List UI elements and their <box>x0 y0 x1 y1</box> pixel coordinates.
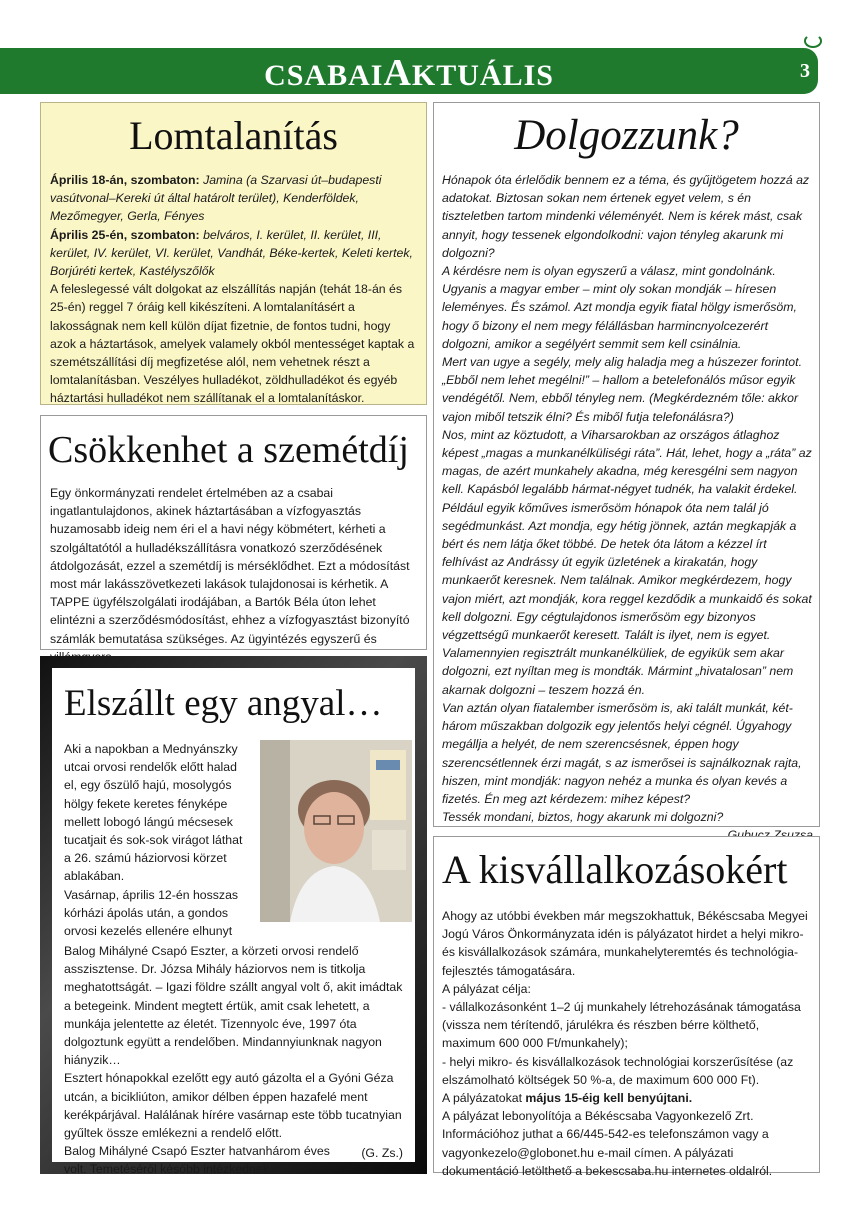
schedule-1-areas: Jamina (a Szarvasi út–budapesti vasútvonal–Kereki út által határolt terület), Kenderföldek, Mezőmegyer, Gerla, Fényes <box>50 173 382 224</box>
title-big-letter: A <box>383 52 412 94</box>
article-paragraph: Balog Mihályné Csapó Eszter, a körzeti orvosi rendelő asszisztense. Dr. Józsa Mihály háziorvos nem is titkolja meghatottságát. – Igazi földre szállt angyal volt ő, akit imádtak a betegeink. Mindent megtett értük, amit csak lehetett, a munkája jelentette az életét. Tizennyolc éve, 1997 óta dolgoztunk együtt a rendelőben. Mindannyiunknak nagyon hiányzik… <box>64 944 403 1068</box>
line: hölgy fekete keretes fényképe <box>64 796 228 811</box>
line: utcai orvosi rendelők előtt halad <box>64 760 237 775</box>
article-paragraph: Hónapok óta érlelődik bennem ez a téma, és gyűjtögetem hozzá az adatokat. Biztosan sokan nem értenek egyet velem, s én tiszteletben tartom mindenki véleményét. Nem is kérek mást, csak annyit, hogy tessenek elgondolkodni: vajon tényleg akarunk mi dolgozni? <box>442 173 810 260</box>
article-paragraph: Van aztán olyan fiatalember ismerősöm is, aki talált munkát, két-három műszakban dolgozik egy jelentős helyi cégnél. Úgyahogy megállja a helyét, de nem szerencsésnek, éppen hogy szerencsétlennek érzi magát, s az ismerősei is sajnálkoznak rajta, hiszen, mint mondják: nagyon nehéz a munka és olyan kevés a fizetés. Én meg azt kérdezem: mihez képest? <box>442 700 802 806</box>
schedule-2 <box>50 226 418 281</box>
title-rest: KTUÁLIS <box>411 59 554 92</box>
line: mellett lobogó lángú mécsesek <box>64 814 233 829</box>
article-paragraph: - vállalkozásonként 1–2 új munkahely létrehozásának támogatása (vissza nem térítendő, járulékra és részben bérre költhető, maximum 600 000 Ft/munkahely); <box>442 1000 801 1051</box>
page-number: 3 <box>800 60 810 82</box>
line: orvosi kezelés ellenére elhunyt <box>64 924 233 939</box>
line: a 26. számú háziorvosi körzet <box>64 851 227 866</box>
article-kisvallalkozas <box>433 836 820 1178</box>
text-beside-photo <box>64 740 264 940</box>
article-paragraph: Mert van ugye a segély, mely alig haladja meg a húszezer forintot. „Ebből nem lehet megélni!” – hallom a betelefonálós műsor egyik vendégétől. Nem, ebből tényleg nem. (Megkérdezném tőle: akkor vajon miből tetszik élni? És miből futja telefonálásra?) <box>442 355 802 424</box>
text-below-photo <box>64 942 412 1179</box>
article-body <box>442 171 813 845</box>
article-paragraph: Esztert hónapokkal ezelőtt egy autó gázolta el a Gyóni Géza utcán, a bicikliúton, amikor délben éppen hazafelé ment kerékpárjával. Halálának hírére vasárnap este több tucatnyian gyűltek össze emlékezni a rendelő előtt. <box>64 1071 402 1141</box>
schedule-2-date: Április 25-én, szombaton: <box>50 227 200 242</box>
article-body <box>50 171 418 408</box>
publication-title <box>0 52 818 94</box>
article-angyal <box>52 668 415 1177</box>
article-paragraph: A kérdésre nem is olyan egyszerű a válasz, mint gondolnánk. Ugyanis a magyar ember – mint oly sokan mondják – híresen leleményes. És számol. Azt mondja egyik fiatal hölgy ismerősöm, hogy ő bizony el nem megy félállásban harmincnyolcezerért dolgozni, amikor a segélyért semmit sem kell csinálnia. <box>442 264 797 351</box>
article-paragraph: Balog Mihályné Csapó Eszter hatvanhárom éves volt. Temetéséről később intézkednek. <box>64 1144 330 1177</box>
deadline-pre: A pályázatokat <box>442 1091 526 1106</box>
schedule-1 <box>50 171 418 226</box>
article-angyal-frame <box>40 656 427 1177</box>
deadline <box>442 1089 813 1107</box>
portrait-image <box>260 740 412 922</box>
portrait-photo <box>260 740 412 922</box>
line: tucatjait és sok-sok virágot láthat <box>64 833 243 848</box>
article-title: Elszállt egy angyal… <box>64 683 383 724</box>
article-paragraph: Tessék mondani, biztos, hogy akarunk mi dolgozni? <box>442 810 724 825</box>
line: Vasárnap, április 12-én hosszas <box>64 887 239 902</box>
line: ablakában. <box>64 869 125 884</box>
title-prefix: CSABAI <box>264 59 384 92</box>
line: kórházi ápolás után, a gondos <box>64 905 229 920</box>
article-lomtalanitas <box>40 102 427 405</box>
deadline-date: május 15-éig kell benyújtani. <box>525 1091 693 1106</box>
article-szemetdij <box>40 415 427 650</box>
article-title: Lomtalanítás <box>129 113 338 158</box>
article-paragraph: Ahogy az utóbbi években már megszokhattuk, Békéscsaba Megyei Jogú Város Önkormányzata idén is pályázatot hirdet a helyi mikro- és kisvállalkozások számára, munkahelyteremtés és technológia-fejlesztés támogatására. <box>442 909 808 978</box>
article-paragraph: Nos, mint az köztudott, a Viharsarokban az országos átlaghoz képest „magas a munkanélküliségi ráta”. Hát, lehet, hogy a „ráta” az magas, de azért munkahely akadna, még keresgélni sem nagyon kell. Kapásból legalább hármat-négyet tudnék, ha valakit érdekel. Például egyik kőműves ismerősöm hónapok óta nem talál jó segédmunkást. Azt mondja, egy hétig jönnek, aztán megkapják a bért és nem látja őket többé. De hetek óta látom a kézzel írt felhívást az Andrássy út egyik üzletének a kirakatán, hogy munkaerőt keresnek. Nem találnak. Amikor megkérdezem, hogy vajon miért, azt mondják, kora reggel kezdődik a munkaidő és sokat kell dolgozni. Egy cégtulajdonos ismerősöm egy bizonyos végzettségű munkaerőt keresett. Talált is ilyet, nem is egyet. Valamennyien regisztrált munkanélküliek, de egyikük sem akar dolgozni, ezt nyíltan meg is mondták. Mármint „hivatalosan” nem akarnak dolgozni – teszem hozzá én. <box>442 427 812 697</box>
article-body <box>442 907 813 1180</box>
article-paragraph: - helyi mikro- és kisvállalkozások technológiai korszerűsítése (az elszámolható költségek 50 %-a, de maximum 600 000 Ft). <box>442 1054 794 1087</box>
line: el, egy őszülő hajú, mosolygós <box>64 778 232 793</box>
article-title: Csökkenhet a szemétdíj <box>48 429 409 471</box>
article-paragraph: A feleslegessé vált dolgokat az elszállítás napján (tehát 18-án és 25-én) reggel 7 óráig kell kikészíteni. A lomtalanításért a lakosságnak nem kell külön díjat fizetnie, de fontos tudni, hogy azok a háztartások, amelyek valamely okból mentességet kaptak a szemétszállítási díj megfizetése alól, nem vehetnek részt a lomtalanításban. Veszélyes hulladékot, zöldhulladékot és egyéb háztartási hulladékot nem szállítanak el a lomtalanításkor. <box>50 282 415 406</box>
schedule-2-areas: belváros, I. kerület, II. kerület, III, kerület, IV. kerület, VI. kerület, Vandhát, Béke-kertek, Keleti kertek, Borjúréti kertek, Kastélyszőlők <box>50 227 413 279</box>
line: Aki a napokban a Mednyánszky <box>64 742 238 756</box>
article-dolgozzunk <box>433 102 820 827</box>
article-title: Dolgozzunk? <box>514 112 739 159</box>
swirl-icon <box>804 34 822 48</box>
article-paragraph: Egy önkormányzati rendelet értelmében az a csabai ingatlantulajdonos, akinek háztartásában a vízfogyasztás huzamosabb ideig nem éri el a havi négy köbmétert, kérheti a szolgáltatótól a hulladékszállításra vonatkozó szerződésének átdolgozását, ezzel a szemétdíj is mérséklődhet. Ezt a módosítást most már lakásszövetkezeti lakások tulajdonosai is kérhetik. A TAPPE ügyfélszolgálati irodájában, a Bartók Béla úton lehet elintézni a szerződésmódosítást, ehhez a vízfogyasztást bizonyító számlák bemutatása szükséges. Az ügyintézés egyszerű és <box>50 486 410 646</box>
schedule-1-date: Április 18-án, szombaton: <box>50 173 200 187</box>
signature: (G. Zs.) <box>361 1146 403 1160</box>
article-title: A kisvállalkozásokért <box>442 847 788 892</box>
article-paragraph: A pályázat lebonyolítója a Békéscsaba Vagyonkezelő Zrt. Információhoz juthat a 66/445-542-es telefonszámon vagy a vagyonkezelo@globonet.hu e-mail címen. A pályázati dokumentáció letölthető a bekescsaba.hu internetes oldalról. <box>442 1109 773 1178</box>
article-paragraph: A pályázat célja: <box>442 981 531 996</box>
